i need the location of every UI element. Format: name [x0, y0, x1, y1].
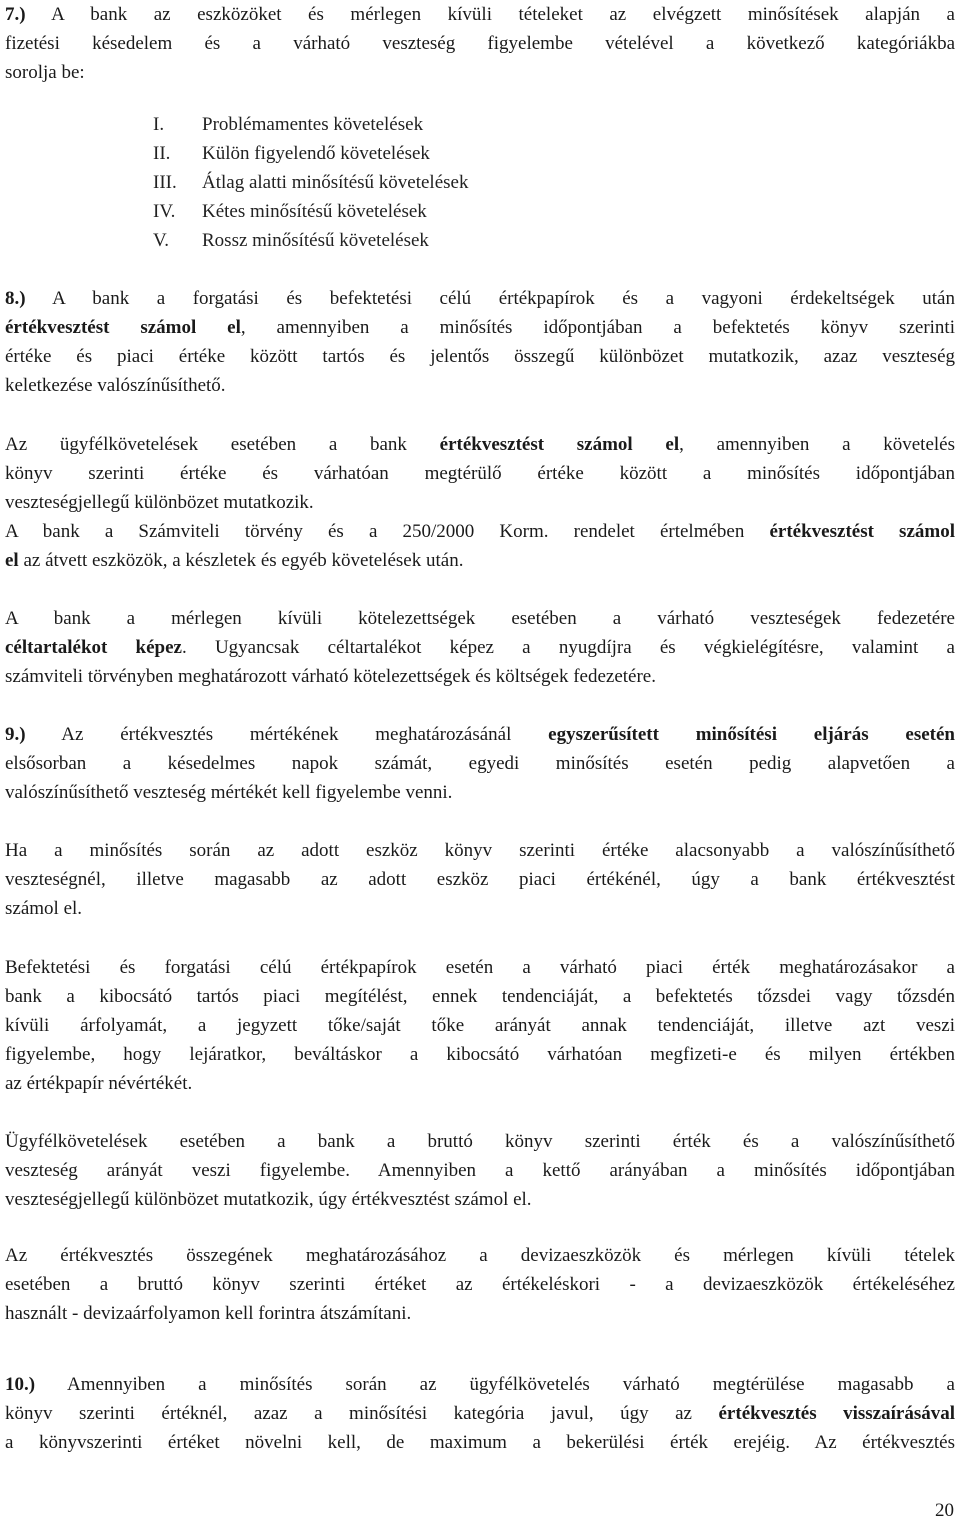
category-list [153, 110, 468, 255]
section-8-paragraph-2: Az ügyfélkövetelések esetében a bank értékvesztést számol el, amennyiben a követelés könyv szerinti értéke és várhatóan megtérülő értéke között a minősítés időpontjában veszteségjellegű különbözet mutatkozik. A bank a Számviteli törvény és a 250/2000 Korm. rendelet értelmében értékvesztést számol el az átvett eszközök, a készletek és egyéb követelések után. [5, 434, 956, 571]
section-8-number: 8.) [5, 288, 26, 309]
section-8-paragraph-1: 8.) A bank a forgatási és befektetési célú értékpapírok és a vagyoni érdekeltségek után értékvesztést számol el, amennyiben a minősítés időpontjában a befektetés könyv szerinti értéke és piaci értéke között tartós és jelentős összegű különbözet mutatkozik, azaz veszteség keletkezése valószínűsíthető. [5, 288, 955, 396]
list-item: I. Problémamentes követelések [153, 114, 424, 135]
section-7-number: 7.) [5, 4, 26, 25]
section-7-intro: 7.) A bank az eszközöket és mérlegen kívüli tételeket az elvégzett minősítések alapján a fizetési késedelem és a várható veszteség figyelembe vételével a következő kategóriákba sorolja be: [5, 4, 955, 83]
list-item: II. Külön figyelendő követelések [153, 143, 430, 164]
section-8-paragraph-4: A bank a mérlegen kívüli kötelezettségek esetében a várható veszteségek fedezetére céltartalékot képez. Ugyancsak céltartalékot képez a nyugdíjra és végkielégítésre, valamint a számviteli törvényben meghatározott várható kötelezettségek és költségek fedezetére. [5, 608, 955, 687]
list-item: IV. Kétes minősítésű követelések [153, 201, 427, 222]
section-9-paragraph-4: Ügyfélkövetelések esetében a bank a bruttó könyv szerinti érték és a valószínűsíthető veszteség arányát veszi figyelembe. Amennyiben a kettő arányában a minősítés időpontjában veszteségjellegű különbözet mutatkozik, úgy értékvesztést számol el. [5, 1131, 955, 1210]
section-9-paragraph-5: Az értékvesztés összegének meghatározásához a devizaeszközök és mérlegen kívüli tételek esetében a bruttó könyv szerinti értéket az értékeléskori - a devizaeszközök értékeléséhez használt - devizaárfolyamon kell forintra átszámítani. [5, 1245, 955, 1324]
section-9-paragraph-1: 9.) Az értékvesztés mértékének meghatározásánál egyszerűsített minősítési eljárás esetén elsősorban a késedelmes napok számát, egyedi minősítés esetén pedig alapvetően a valószínűsíthető veszteség mértékét kell figyelembe venni. [5, 724, 955, 803]
section-9-paragraph-2: Ha a minősítés során az adott eszköz könyv szerinti értéke alacsonyabb a valószínűsíthető veszteségnél, illetve magasabb az adott eszköz piaci értékénél, úgy a bank értékvesztést számol el. [5, 840, 955, 919]
section-9-number: 9.) [5, 724, 26, 745]
section-9-paragraph-3: Befektetési és forgatási célú értékpapírok esetén a várható piaci érték meghatározásakor a bank a kibocsátó tartós piaci megítélést, ennek tendenciáját, a befektetés tőzsdei vagy tőzsdén kívüli árfolyamát, a jegyzett tőke/saját tőke arányát annak tendenciáját, illetve azt veszi figyelembe, hogy lejáratkor, beváltáskor a kibocsátó várhatóan megfizeti-e és milyen értékben az értékpapír névértékét. [5, 957, 955, 1094]
list-item: III. Átlag alatti minősítésű követelések [153, 172, 469, 193]
section-10-paragraph-1: 10.) Amennyiben a minősítés során az ügyfélkövetelés várható megtérülése magasabb a könyv szerinti értéknél, azaz a minősítési kategória javul, úgy az értékvesztés visszaírásával a könyvszerinti értéket növelni kell, de maximum a bekerülési érték erejéig. Az értékvesztés [5, 1374, 955, 1453]
section-10-number: 10.) [5, 1374, 36, 1395]
page-number: 20 [935, 1500, 954, 1521]
list-item: V. Rossz minősítésű követelések [153, 230, 429, 251]
